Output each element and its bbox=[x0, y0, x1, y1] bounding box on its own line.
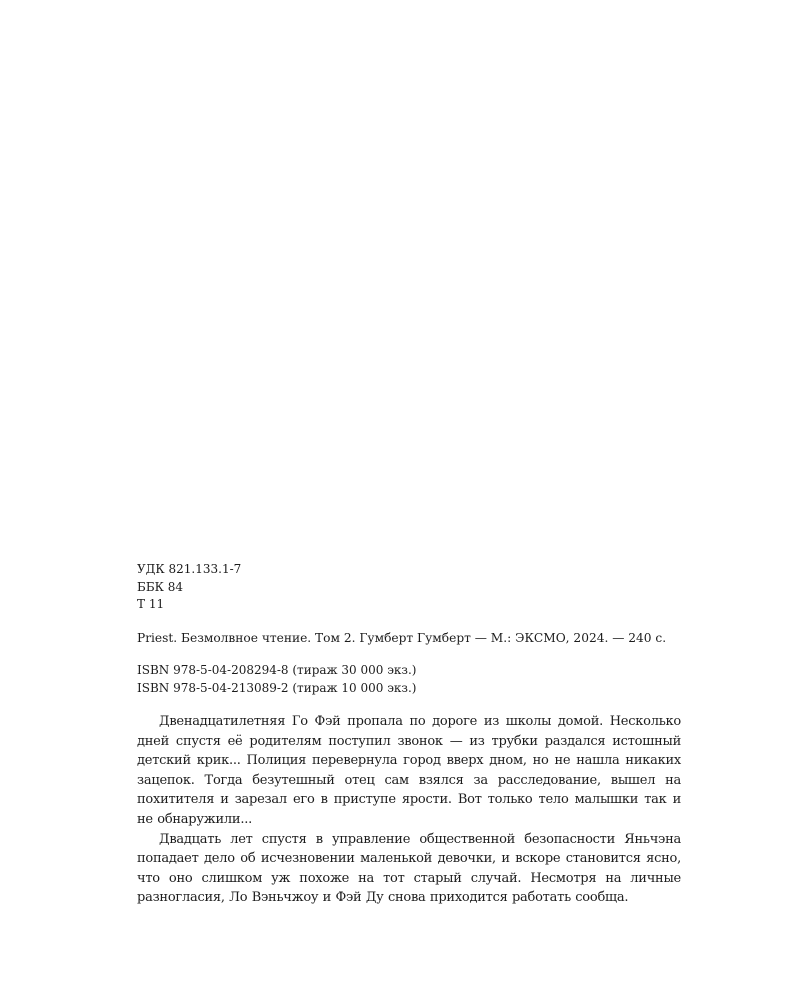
annotation-paragraph: Двенадцатилетняя Го Фэй пропала по дороге из школы домой. Несколько дней спустя её родителям поступил звонок — из трубки раздался истошный детский крик... Полиция перевернула город вверх дном, но не нашла никаких зацепок. Тогда безутешный отец сам взялся за расследование, вышел на похитителя и зарезал его в приступе ярости. Вот только тело малышки так и не обнаружили... bbox=[137, 714, 681, 827]
author-mark: Т 11 bbox=[137, 597, 165, 611]
isbn-line: ISBN 978-5-04-213089-2 (тираж 10 000 экз.) bbox=[137, 680, 417, 695]
udk-code: УДК 821.133.1-7 bbox=[137, 562, 242, 576]
bbk-code: ББК 84 bbox=[137, 579, 184, 594]
isbn-line: ISBN 978-5-04-208294-8 (тираж 30 000 экз.) bbox=[137, 663, 417, 677]
annotation-paragraph: Двадцать лет спустя в управление общественной безопасности Яньчэна попадает дело об исчезновении маленькой девочки, и вскоре становится ясно, что оно слишком уж похоже на тот старый случай. Несмотря на личные разногласия, Ло Вэньчжоу и Фэй Ду снова приходится работать сообща. bbox=[137, 831, 681, 906]
isbn-list bbox=[137, 662, 681, 697]
bibliographic-citation: Priest. Безмолвное чтение. Том 2. Гумберт Гумберт — М.: ЭКСМО, 2024. — 240 с. bbox=[137, 630, 667, 645]
imprint-block bbox=[137, 561, 681, 908]
annotation bbox=[137, 712, 681, 908]
